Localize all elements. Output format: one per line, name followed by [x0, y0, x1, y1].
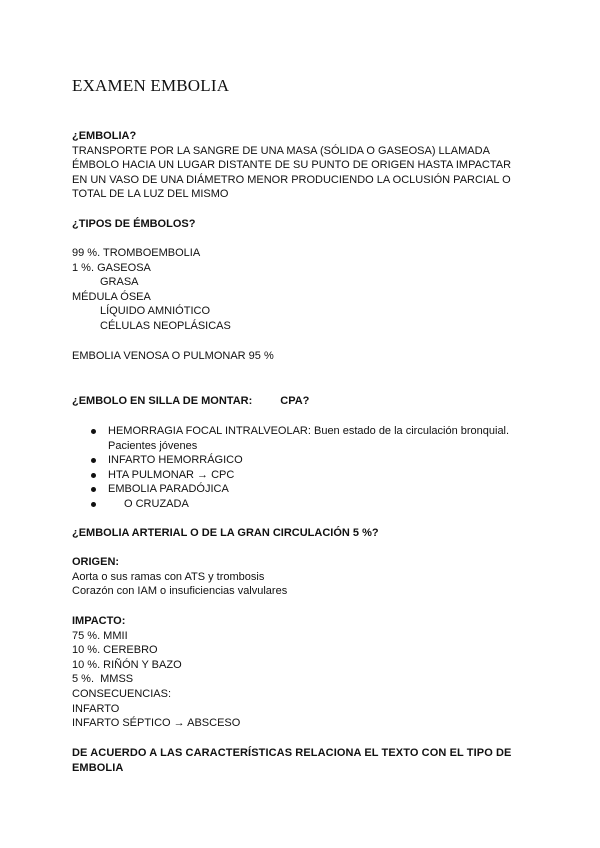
final-line: DE ACUERDO A LAS CARACTERÍSTICAS RELACIONA EL TEXTO CON EL TIPO DE: [72, 747, 512, 759]
bullet-text: INFARTO HEMORRÁGICO: [108, 454, 243, 467]
tipos-item: CÉLULAS NEOPLÁSICAS: [100, 319, 231, 332]
tipos-item: GRASA: [100, 276, 139, 289]
silla-bullet: [72, 468, 509, 483]
tipos-item: MÉDULA ÓSEA: [72, 290, 151, 303]
impacto-line: 10 %. RIÑÓN Y BAZO: [72, 658, 182, 671]
impacto-line: INFARTO: [72, 702, 120, 715]
embolia-text-line: TOTAL DE LA LUZ DEL MISMO: [72, 188, 229, 201]
bullet-text: EMBOLIA PARADÓJICA: [108, 483, 229, 496]
bullet-text: O CRUZADA: [124, 497, 189, 510]
silla-bullet: [72, 497, 509, 512]
embolia-text-line: TRANSPORTE POR LA SANGRE DE UNA MASA (SÓLIDA O GASEOSA) LLAMADA: [72, 144, 490, 157]
origen-line: Aorta o sus ramas con ATS y trombosis: [72, 570, 265, 583]
embolia-text-line: ÉMBOLO HACIA UN LUGAR DISTANTE DE SU PUNTO DE ORIGEN HASTA IMPACTAR: [72, 159, 512, 172]
impacto-heading: IMPACTO:: [72, 615, 126, 627]
bullet-text: HTA PULMONAR → CPC: [108, 468, 235, 481]
document-title: EXAMEN EMBOLIA: [72, 76, 230, 95]
embolia-venosa-line: [72, 349, 274, 364]
section-origen: [72, 555, 287, 599]
section-embolia: [72, 129, 511, 202]
impacto-line: INFARTO SÉPTICO → ABSCESO: [72, 717, 241, 730]
section-arterial: [72, 526, 379, 541]
silla-heading: ¿EMBOLO EN SILLA DE MONTAR:: [72, 395, 253, 407]
tipos-list: [72, 246, 231, 334]
section-silla: [72, 394, 309, 409]
final-line: EMBOLIA: [72, 761, 124, 774]
silla-bullet: [72, 482, 509, 497]
arterial-heading: ¿EMBOLIA ARTERIAL O DE LA GRAN CIRCULACIÓN 5 %?: [72, 527, 379, 539]
origen-heading: ORIGEN:: [72, 556, 120, 568]
embolia-heading: ¿EMBOLIA?: [72, 130, 137, 142]
origen-line: Corazón con IAM o insuficiencias valvulares: [72, 585, 288, 598]
section-final: [72, 746, 512, 775]
silla-bullet: [72, 424, 509, 453]
impacto-line: 10 %. CEREBRO: [72, 644, 158, 657]
tipos-heading: ¿TIPOS DE ÉMBOLOS?: [72, 218, 196, 230]
section-impacto: [72, 614, 240, 731]
bullet-text: HEMORRAGIA FOCAL INTRALVEOLAR: Buen estado de la circulación bronquial.: [108, 425, 510, 437]
venosa-text: EMBOLIA VENOSA O PULMONAR 95 %: [72, 350, 274, 362]
impacto-line: CONSECUENCIAS:: [72, 687, 172, 700]
tipos-item: 99 %. TROMBOEMBOLIA: [72, 247, 201, 259]
silla-heading-cpa: CPA?: [280, 395, 310, 407]
impacto-line: 75 %. MMII: [72, 629, 128, 642]
bullet-text-continued: Pacientes jóvenes: [108, 439, 198, 452]
impacto-line: 5 %. MMSS: [72, 673, 134, 686]
silla-bullet: [72, 453, 509, 468]
silla-list: [72, 424, 509, 512]
embolia-text-line: EN UN VASO DE UNA DIÁMETRO MENOR PRODUCIENDO LA OCLUSIÓN PARCIAL O: [72, 173, 511, 186]
section-tipos: [72, 217, 195, 232]
tipos-item: LÍQUIDO AMNIÓTICO: [100, 305, 211, 318]
tipos-item: 1 %. GASEOSA: [72, 261, 151, 274]
